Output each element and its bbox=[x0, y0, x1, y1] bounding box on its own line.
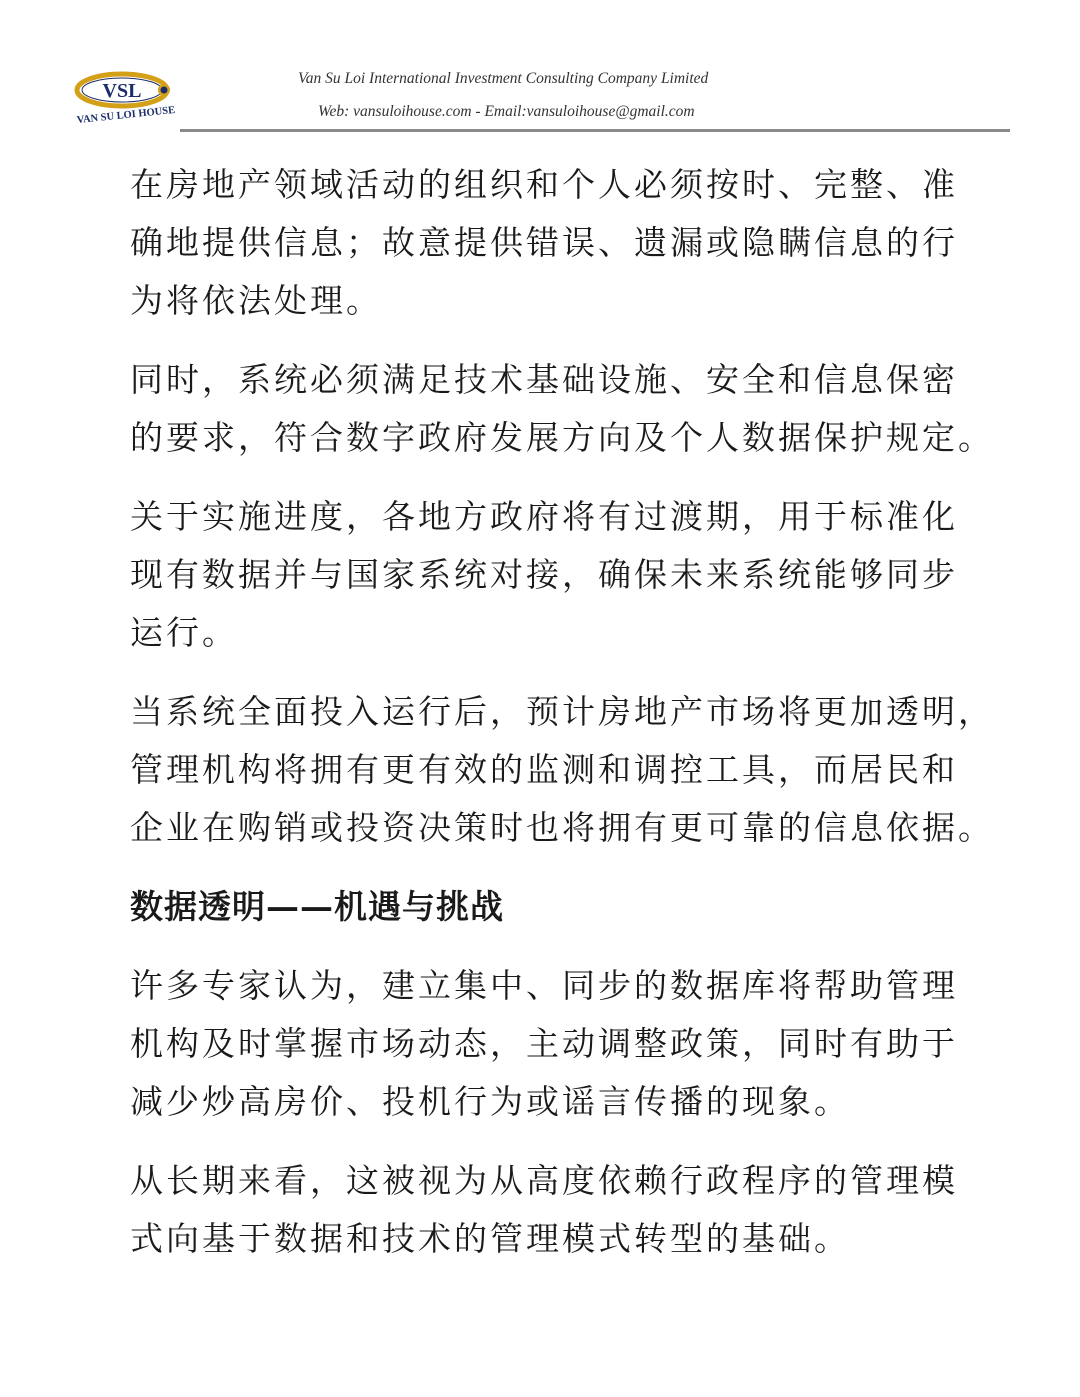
logo-subtext: VAN SU LOI HOUSE bbox=[76, 104, 176, 126]
text-line: 当系统全面投入运行后，预计房地产市场将更加透明， bbox=[130, 692, 994, 731]
text-line: 现有数据并与国家系统对接，确保未来系统能够同步 bbox=[130, 555, 958, 594]
text-line: 在房地产领域活动的组织和个人必须按时、完整、准 bbox=[130, 165, 958, 204]
text-line: 的要求，符合数字政府发展方向及个人数据保护规定。 bbox=[130, 418, 994, 457]
text-line: 式向基于数据和技术的管理模式转型的基础。 bbox=[130, 1219, 850, 1258]
paragraph-2 bbox=[130, 351, 994, 467]
paragraph-6 bbox=[130, 1152, 980, 1268]
logo-text: VSL bbox=[102, 80, 142, 102]
paragraph-3 bbox=[130, 488, 980, 662]
text-line: 从长期来看，这被视为从高度依赖行政程序的管理模 bbox=[130, 1161, 958, 1200]
section-heading-text: 数据透明——机遇与挑战 bbox=[130, 887, 504, 926]
text-line: 关于实施进度，各地方政府将有过渡期，用于标准化 bbox=[130, 497, 958, 536]
text-line: 运行。 bbox=[130, 613, 238, 652]
text-line: 管理机构将拥有更有效的监测和调控工具，而居民和 bbox=[130, 750, 958, 789]
section-heading bbox=[130, 878, 980, 936]
text-line: 减少炒高房价、投机行为或谣言传播的现象。 bbox=[130, 1082, 850, 1121]
article-body bbox=[130, 156, 994, 1289]
text-line: 同时，系统必须满足技术基础设施、安全和信息保密 bbox=[130, 360, 958, 399]
text-line: 企业在购销或投资决策时也将拥有更可靠的信息依据。 bbox=[130, 808, 994, 847]
text-line: 为将依法处理。 bbox=[130, 281, 382, 320]
vsl-logo bbox=[72, 68, 182, 126]
text-line: 许多专家认为，建立集中、同步的数据库将帮助管理 bbox=[130, 966, 958, 1005]
contact-info: Web: vansuloihouse.com - Email:vansuloihouse@gmail.com bbox=[318, 103, 695, 120]
text-line: 确地提供信息；故意提供错误、遗漏或隐瞒信息的行 bbox=[130, 223, 958, 262]
header-divider bbox=[180, 129, 1010, 132]
company-name: Van Su Loi International Investment Consulting Company Limited bbox=[298, 70, 709, 87]
paragraph-5 bbox=[130, 957, 980, 1131]
page-header bbox=[0, 0, 1080, 140]
paragraph-4 bbox=[130, 683, 994, 857]
text-line: 机构及时掌握市场动态，主动调整政策，同时有助于 bbox=[130, 1024, 958, 1063]
paragraph-1 bbox=[130, 156, 980, 330]
